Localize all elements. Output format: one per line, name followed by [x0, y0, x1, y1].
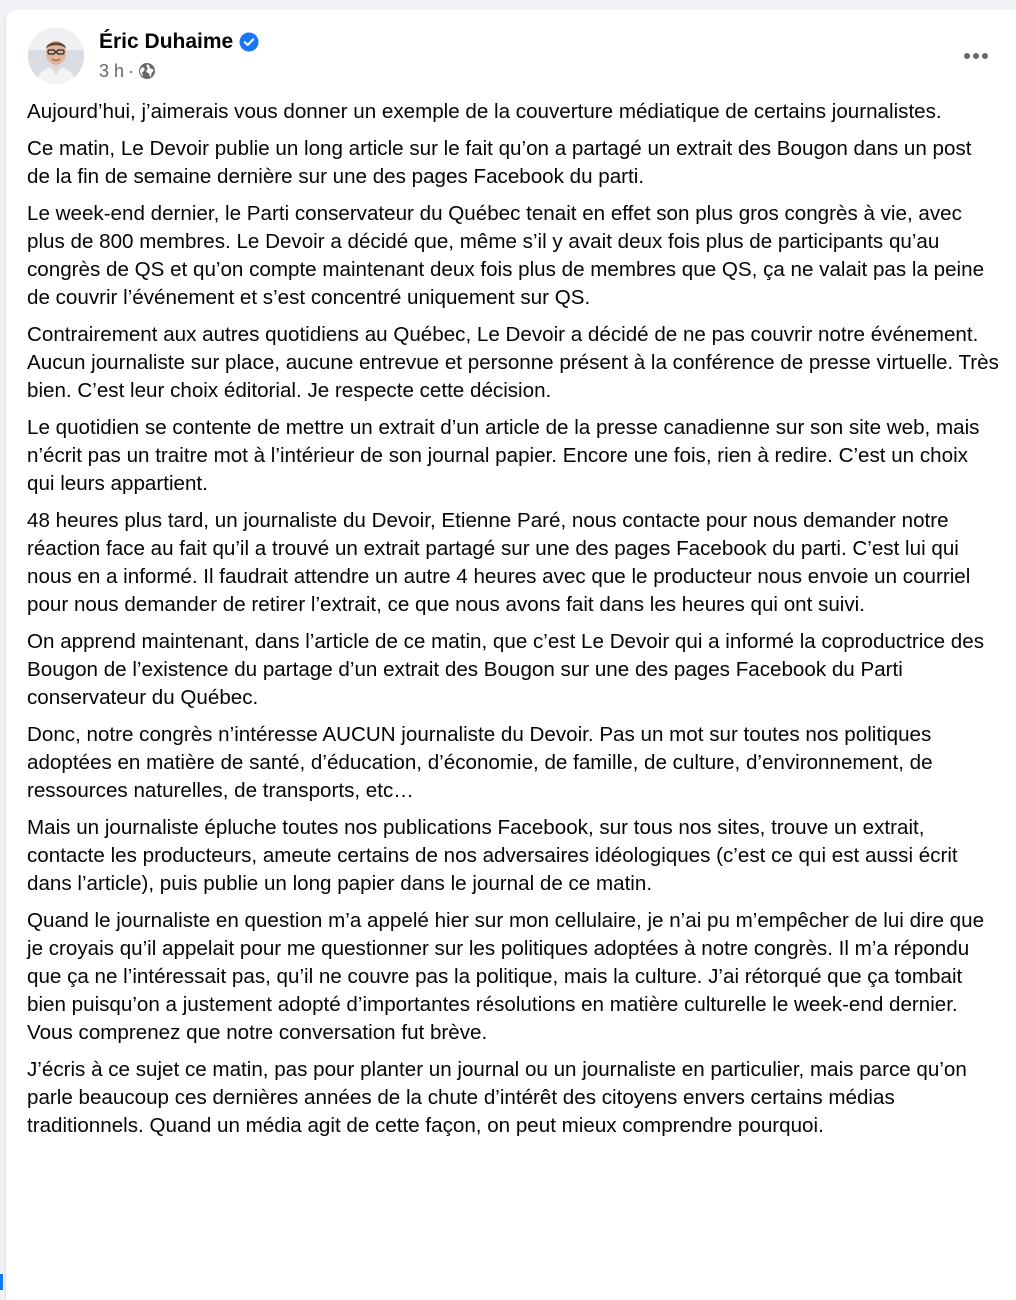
verified-badge-icon [239, 32, 259, 52]
post-card [6, 10, 1016, 1300]
more-options-button[interactable] [956, 36, 996, 76]
post-paragraph: On apprend maintenant, dans l’article de ce matin, que c’est Le Devoir qui a informé la coproductrice des Bougon de l’existence du partage d’un extrait des Bougon sur une des pages Facebook du Parti conservateur du Québec. [27, 630, 984, 709]
post-header [6, 10, 1016, 90]
post-paragraph: J’écris à ce sujet ce matin, pas pour planter un journal ou un journaliste en particulier, mais parce qu’on parle beaucoup ces dernières années de la chute d’intérêt des citoyens envers certains médias traditionnels. Quand un média agit de cette façon, on peut mieux comprendre pourquoi. [27, 1058, 967, 1137]
author-name[interactable]: Éric Duhaime [99, 30, 234, 53]
post-paragraph: Le week-end dernier, le Parti conservateur du Québec tenait en effet son plus gros congrès à vie, avec plus de 800 membres. Le Devoir a décidé que, même s’il y avait deux fois plus de participants qu’au congrès de QS et qu’on compte maintenant deux fois plus de membres que QS, ça ne valait pas la peine de couvrir l’événement et s’est concentré uniquement sur QS. [27, 202, 985, 309]
more-horizontal-icon [963, 52, 989, 60]
meta-separator: · [128, 60, 135, 81]
globe-icon[interactable] [138, 62, 156, 80]
post-paragraph: Aujourd’hui, j’aimerais vous donner un exemple de la couverture médiatique de certains journalistes. [27, 100, 942, 123]
post-paragraph: Ce matin, Le Devoir publie un long article sur le fait qu’on a partagé un extrait des Bougon dans un post de la fin de semaine dernière sur une des pages Facebook du parti. [27, 137, 972, 188]
post-timestamp[interactable]: 3 h [99, 60, 125, 81]
post-paragraph: Donc, notre congrès n’intéresse AUCUN journaliste du Devoir. Pas un mot sur toutes nos politiques adoptées en matière de santé, d’éducation, d’économie, de famille, de culture, d’environnement, de ressources naturelles, de transports, etc… [27, 723, 933, 802]
post-paragraph: Quand le journaliste en question m’a appelé hier sur mon cellulaire, je n’ai pu m’empêcher de lui dire que je croyais qu’il appelait pour me questionner sur les politiques adoptées à notre congrès. Il m’a répondu que ça ne l’intéressait pas, qu’il ne couvre pas la politique, mais la culture. J’ai rétorqué que ça tombait bien puisqu’on a justement adopté d’importantes résolutions en matière culturelle le week-end dernier. Vous comprenez que notre conversation fut brève. [27, 909, 985, 1044]
author-avatar[interactable] [28, 28, 84, 84]
post-paragraph: Contrairement aux autres quotidiens au Québec, Le Devoir a décidé de ne pas couvrir notre événement. Aucun journaliste sur place, aucune entrevue et personne présent à la conférence de presse virtuelle. Très bien. C’est leur choix éditorial. Je respecte cette décision. [27, 323, 999, 402]
avatar-portrait-icon [28, 28, 84, 84]
scroll-indicator [0, 1274, 3, 1290]
post-meta [99, 60, 156, 82]
post-text [27, 98, 999, 1149]
post-paragraph: Mais un journaliste épluche toutes nos publications Facebook, sur tous nos sites, trouve un extrait, contacte les producteurs, ameute certains de nos adversaires idéologiques (c’est ce qui est aussi écrit dans l’article), puis publie un long papier dans le journal de ce matin. [27, 816, 958, 895]
author-line [99, 29, 259, 55]
post-paragraph: 48 heures plus tard, un journaliste du Devoir, Etienne Paré, nous contacte pour nous demander notre réaction face au fait qu’il a trouvé un extrait partagé sur une des pages Facebook du parti. C’est lui qui nous en a informé. Il faudrait attendre un autre 4 heures avec que le producteur nous envoie un courriel pour nous demander de retirer l’extrait, ce que nous avons fait dans les heures qui ont suivi. [27, 509, 971, 616]
post-paragraph: Le quotidien se contente de mettre un extrait d’un article de la presse canadienne sur son site web, mais n’écrit pas un traitre mot à l’intérieur de son journal papier. Encore une fois, rien à redire. C’est un choix qui leurs appartient. [27, 416, 980, 495]
